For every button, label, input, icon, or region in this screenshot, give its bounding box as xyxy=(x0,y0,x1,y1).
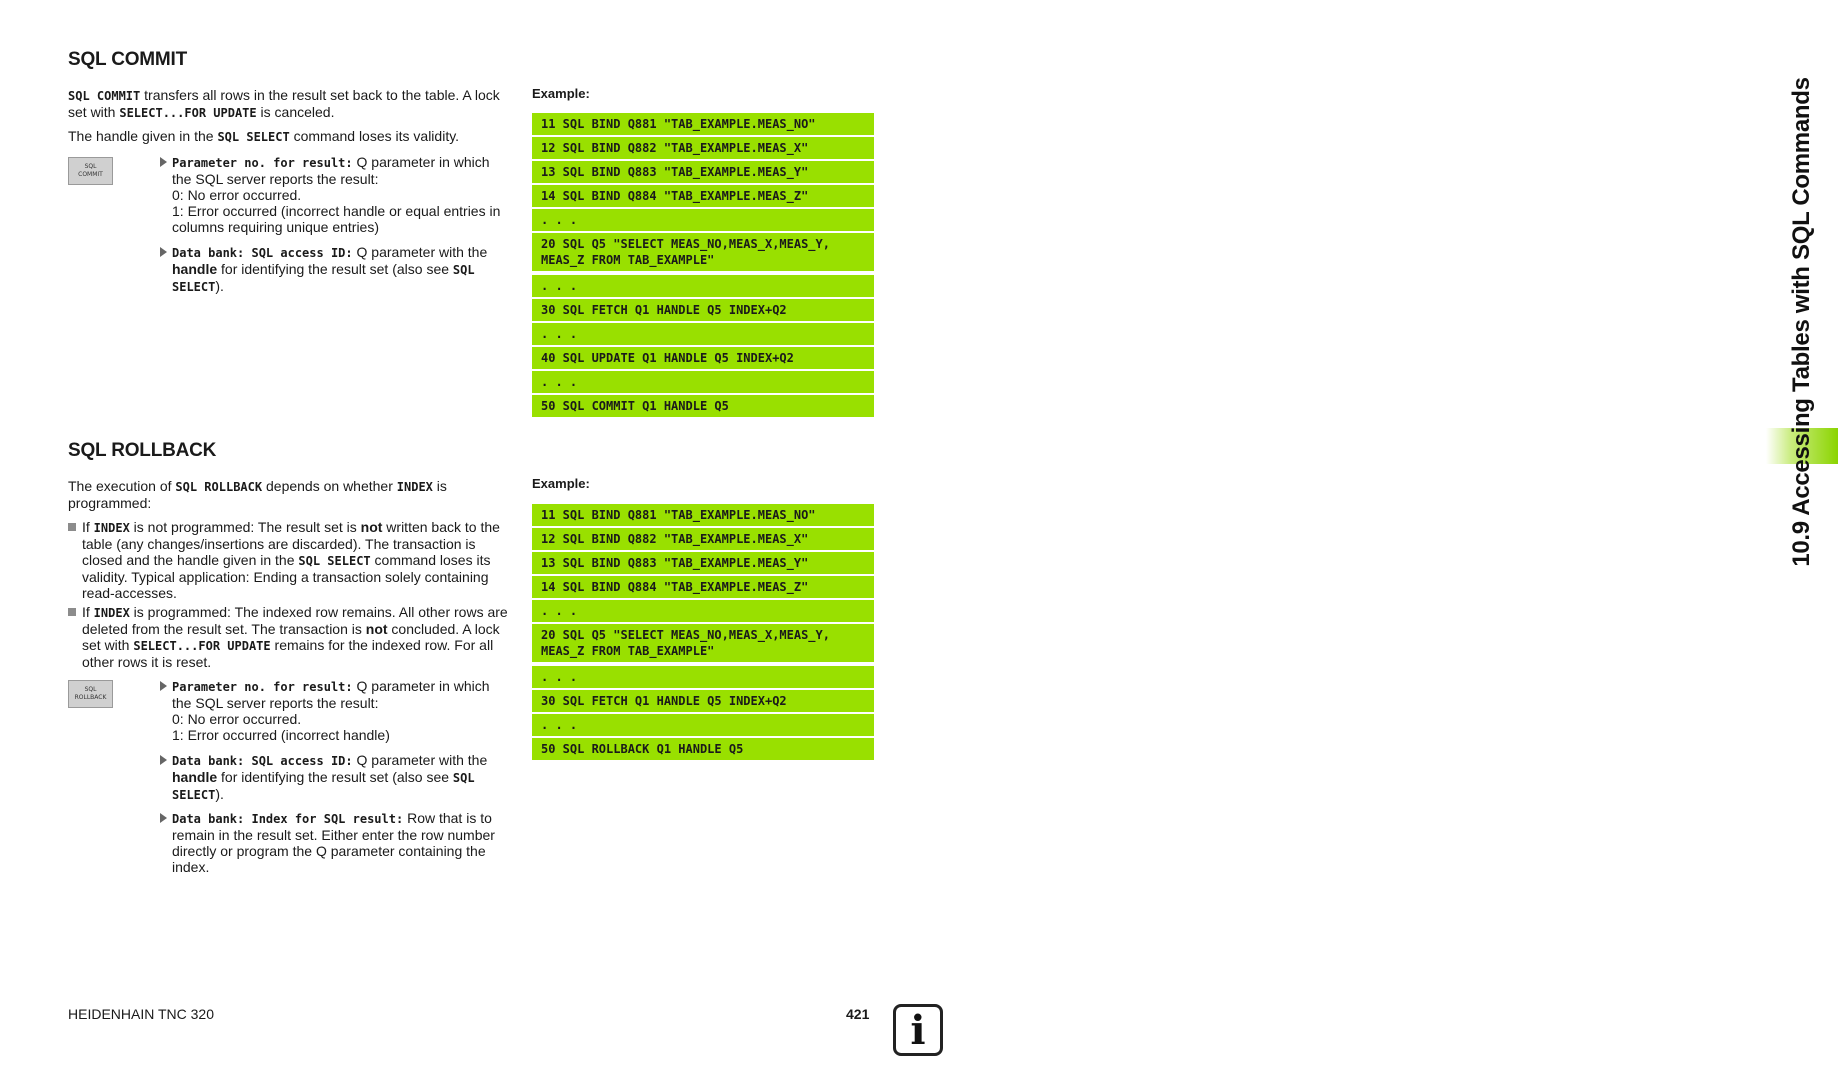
code-term: SQL SELECT xyxy=(217,130,290,144)
rollback-param-index: Data bank: Index for SQL result: Row that is to remain in the result set. Either enter the row number directly or program the Q parameter containing the index. xyxy=(172,810,510,875)
commit-param-result: Parameter no. for result: Q parameter in which the SQL server reports the result: 0: No error occurred. 1: Error occurred (incorrect handle or equal entries in columns requiring unique entries) xyxy=(172,154,510,235)
commit-paragraph-1: SQL COMMIT transfers all rows in the result set back to the table. A lock set with SELECT...FOR UPDATE is canceled. xyxy=(68,87,500,120)
arrow-right-icon xyxy=(160,755,167,765)
code-line: 12 SQL BIND Q882 "TAB_EXAMPLE.MEAS_X" xyxy=(532,528,874,550)
code-line: 50 SQL COMMIT Q1 HANDLE Q5 xyxy=(532,395,874,417)
code-line: 20 SQL Q5 "SELECT MEAS_NO,MEAS_X,MEAS_Y, MEAS_Z FROM TAB_EXAMPLE" xyxy=(532,624,874,662)
code-line: . . . xyxy=(532,323,874,345)
footer-product: HEIDENHAIN TNC 320 xyxy=(68,1006,215,1022)
section-heading-commit: SQL COMMIT xyxy=(68,49,188,70)
code-line: 30 SQL FETCH Q1 HANDLE Q5 INDEX+Q2 xyxy=(532,299,874,321)
code-line: . . . xyxy=(532,600,874,622)
commit-paragraph-2: The handle given in the SQL SELECT command loses its validity. xyxy=(68,128,460,144)
code-line: 13 SQL BIND Q883 "TAB_EXAMPLE.MEAS_Y" xyxy=(532,552,874,574)
square-bullet-icon xyxy=(68,523,76,531)
arrow-right-icon xyxy=(160,813,167,823)
rollback-paragraph-1: The execution of SQL ROLLBACK depends on whether INDEX is programmed: xyxy=(68,478,447,511)
code-line: . . . xyxy=(532,666,874,688)
code-line: 50 SQL ROLLBACK Q1 HANDLE Q5 xyxy=(532,738,874,760)
rollback-example-label: Example: xyxy=(532,476,590,491)
code-line: . . . xyxy=(532,209,874,231)
rollback-param-result: Parameter no. for result: Q parameter in which the SQL server reports the result: 0: No error occurred. 1: Error occurred (incorrect handle) xyxy=(172,678,510,743)
arrow-right-icon xyxy=(160,247,167,257)
sql-commit-softkey: SQL COMMIT xyxy=(68,157,113,185)
code-term: INDEX xyxy=(396,480,433,494)
code-line: 11 SQL BIND Q881 "TAB_EXAMPLE.MEAS_NO" xyxy=(532,113,874,135)
code-line: 20 SQL Q5 "SELECT MEAS_NO,MEAS_X,MEAS_Y, MEAS_Z FROM TAB_EXAMPLE" xyxy=(532,233,874,271)
code-line: 12 SQL BIND Q882 "TAB_EXAMPLE.MEAS_X" xyxy=(532,137,874,159)
section-heading-rollback: SQL ROLLBACK xyxy=(68,440,217,461)
code-line: 14 SQL BIND Q884 "TAB_EXAMPLE.MEAS_Z" xyxy=(532,185,874,207)
code-term: SELECT...FOR UPDATE xyxy=(119,106,257,120)
code-line: . . . xyxy=(532,714,874,736)
code-line: 14 SQL BIND Q884 "TAB_EXAMPLE.MEAS_Z" xyxy=(532,576,874,598)
commit-param-access-id: Data bank: SQL access ID: Q parameter with the handle for identifying the result set (also see SQL SELECT). xyxy=(172,244,510,295)
info-icon: i xyxy=(893,1004,943,1056)
code-line: 11 SQL BIND Q881 "TAB_EXAMPLE.MEAS_NO" xyxy=(532,504,874,526)
code-line: . . . xyxy=(532,275,874,297)
square-bullet-icon xyxy=(68,608,76,616)
sql-rollback-softkey: SQL ROLLBACK xyxy=(68,680,113,708)
chapter-title: 10.9 Accessing Tables with SQL Commands xyxy=(1788,77,1815,567)
rollback-param-access-id: Data bank: SQL access ID: Q parameter with the handle for identifying the result set (also see SQL SELECT). xyxy=(172,752,510,803)
code-line: . . . xyxy=(532,371,874,393)
page-number: 421 xyxy=(846,1006,870,1022)
code-term: SQL COMMIT xyxy=(68,89,141,103)
rollback-bullet-1: If INDEX is not programmed: The result set is not written back to the table (any changes/insertions are discarded). The transaction is closed and the handle given in the SQL SELECT command loses its validity. Typical application: Ending a transaction solely containing read-accesses. xyxy=(82,519,510,601)
arrow-right-icon xyxy=(160,681,167,691)
code-line: 40 SQL UPDATE Q1 HANDLE Q5 INDEX+Q2 xyxy=(532,347,874,369)
code-line: 13 SQL BIND Q883 "TAB_EXAMPLE.MEAS_Y" xyxy=(532,161,874,183)
code-line: 30 SQL FETCH Q1 HANDLE Q5 INDEX+Q2 xyxy=(532,690,874,712)
rollback-bullet-2: If INDEX is programmed: The indexed row remains. All other rows are deleted from the result set. The transaction is not concluded. A lock set with SELECT...FOR UPDATE remains for the indexed row. For all other rows it is reset. xyxy=(82,604,510,670)
arrow-right-icon xyxy=(160,157,167,167)
code-term: SQL ROLLBACK xyxy=(175,480,263,494)
chapter-tab xyxy=(884,0,1815,1091)
commit-example-label: Example: xyxy=(532,86,590,101)
